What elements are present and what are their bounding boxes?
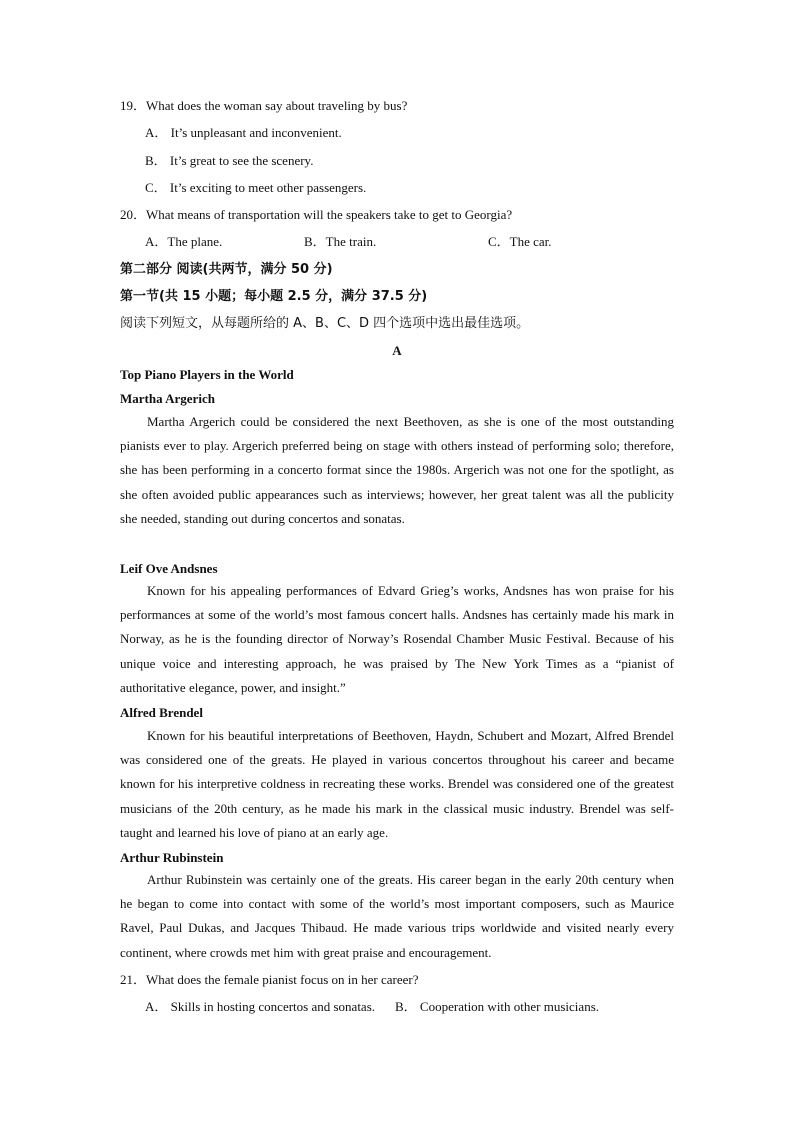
- question-19-option-c: C． It’s exciting to meet other passengers.: [145, 180, 367, 195]
- pianist-paragraph-rubinstein: Arthur Rubinstein was certainly one of the greats. His career began in the early 20th century when he began to come into contact with some of the world’s most important composers, such as Maurice Ravel, Paul Dukas, and Jacques Thibaud. He made various trips worldwide and visited nearly every continent, where crowds met him with great praise and encouragement.: [120, 872, 674, 960]
- pianist-name-argerich: Martha Argerich: [120, 391, 215, 406]
- pianist-name-brendel: Alfred Brendel: [120, 705, 203, 720]
- section-instruction: 阅读下列短文，从每题所给的 A、B、C、D 四个选项中选出最佳选项。: [120, 316, 530, 331]
- part-two-title: 第二部分 阅读(共两节，满分 50 分): [120, 262, 333, 277]
- question-20-option-b: B．The train.: [304, 234, 377, 249]
- subsection-one-title: 第一节(共 15 小题；每小题 2.5 分，满分 37.5 分): [120, 289, 428, 304]
- question-20-stem: 20．What means of transportation will the speakers take to get to Georgia?: [120, 207, 513, 222]
- question-21-option-b: B． Cooperation with other musicians.: [395, 999, 600, 1014]
- question-19-stem: 19．What does the woman say about traveling by bus?: [120, 98, 408, 113]
- pianist-name-rubinstein: Arthur Rubinstein: [120, 850, 224, 865]
- question-19-option-b: B． It’s great to see the scenery.: [145, 153, 314, 168]
- pianist-paragraph-argerich: Martha Argerich could be considered the next Beethoven, as she is one of the most outstanding pianists ever to play. Argerich preferred being on stage with others instead of performing solo; therefore, she has been performing in a concerto format since the 1980s. Argerich was not one for the spotlight, as she often avoided public appearances such as interviews; however, her great talent was all the publicity she needed, standing out during concertos and sonatas.: [120, 414, 674, 526]
- pianist-paragraph-brendel: Known for his beautiful interpretations of Beethoven, Haydn, Schubert and Mozart, Alfred Brendel was considered one of the greats. He played in various concertos throughout his career and became known for his interpretive coldness in recreating these works. Brendel was considered one of the greatest musicians of the 20th century, as he made his mark in the classical music industry. Brendel was self-taught and learned his love of piano at an early age.: [120, 728, 674, 840]
- passage-letter: A: [392, 343, 402, 358]
- passage-title: Top Piano Players in the World: [120, 367, 294, 382]
- question-20-option-c: C．The car.: [488, 234, 552, 249]
- pianist-paragraph-andsnes: Known for his appealing performances of Edvard Grieg’s works, Andsnes has won praise for his performances at some of the world’s most famous concert halls. Andsnes has certainly made his mark in Norway, as he is the founding director of Norway’s Rosendal Chamber Music Festival. Because of his unique voice and interesting approach, he was praised by The New York Times as a “pianist of authoritative elegance, power, and insight.”: [120, 583, 674, 695]
- question-21-stem: 21．What does the female pianist focus on in her career?: [120, 972, 419, 987]
- question-19-option-a: A． It’s unpleasant and inconvenient.: [145, 125, 342, 140]
- pianist-name-andsnes: Leif Ove Andsnes: [120, 561, 218, 576]
- question-20-option-a: A．The plane.: [145, 234, 223, 249]
- question-21-option-a: A． Skills in hosting concertos and sonatas.: [145, 999, 376, 1014]
